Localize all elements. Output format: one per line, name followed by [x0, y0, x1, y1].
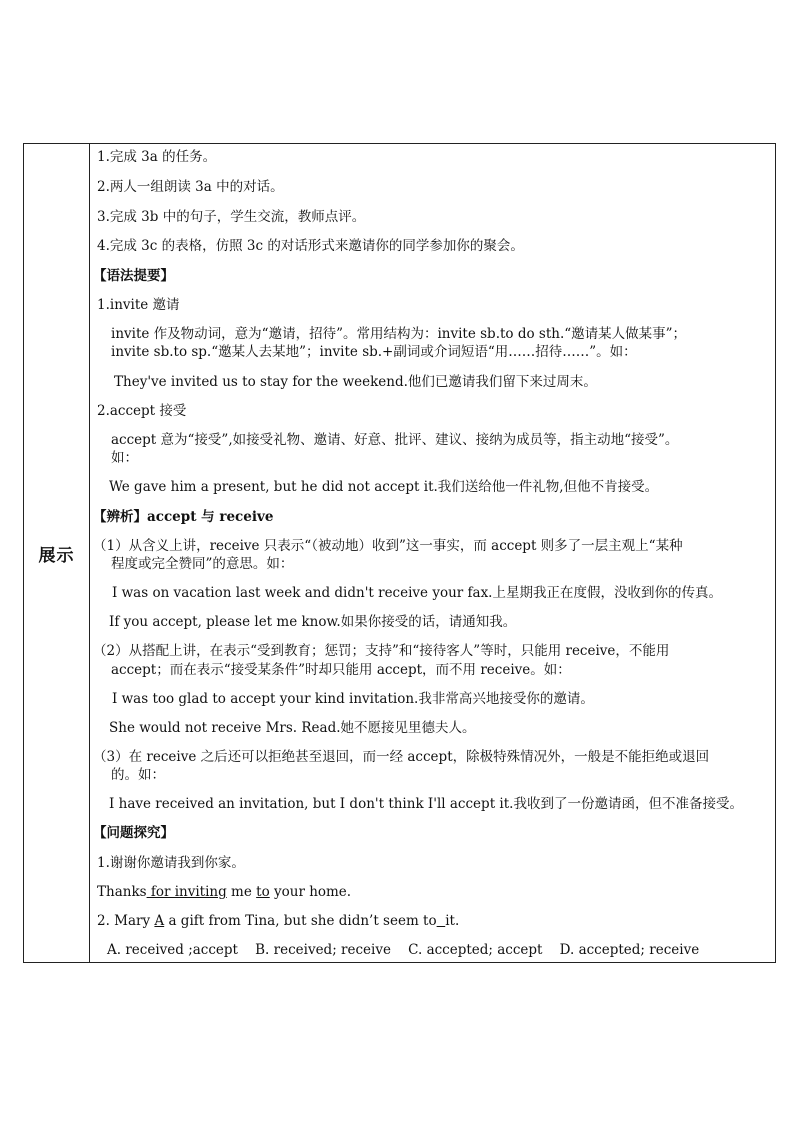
analysis-p2-line2: accept；而在表示“接受某条件”时却只能用 accept，而不用 receive。如： [111, 662, 571, 678]
invite-title: 1.invite 邀请 [97, 297, 180, 313]
section-label-cell [24, 144, 90, 962]
invite-desc-line2: invite sb.to sp.“邀某人去某地”；invite sb.+副词或介词短语“用……招待……”。如： [111, 344, 637, 360]
task-4: 4.完成 3c 的表格，仿照 3c 的对话形式来邀请你的同学参加你的聚会。 [97, 238, 524, 254]
analysis-p3-example: I have received an invitation, but I don't think I'll accept it.我收到了一份邀请函，但不准备接受。 [109, 796, 743, 812]
analysis-p2-example2: She would not receive Mrs. Read.她不愿接见里德夫人。 [109, 720, 476, 736]
analysis-p3-line2: 的。如： [111, 767, 165, 783]
answer-text: Thanks [97, 884, 147, 900]
task-3: 3.完成 3b 中的句子，学生交流，教师点评。 [97, 209, 366, 225]
lesson-table [23, 143, 776, 963]
analysis-p1-example2: If you accept, please let me know.如果你接受的话，请通知我。 [109, 614, 517, 630]
question-blank-1: A [154, 913, 165, 929]
question-text: 2. Mary [97, 913, 155, 929]
accept-example: We gave him a present, but he did not accept it.我们送给他一件礼物,但他不肯接受。 [109, 479, 659, 495]
analysis-p2-example1: I was too glad to accept your kind invitation.我非常高兴地接受你的邀请。 [112, 691, 594, 707]
analysis-p1-line2: 程度或完全赞同”的意思。如： [111, 556, 294, 572]
question-text: it. [445, 913, 460, 929]
invite-example: They've invited us to stay for the weekend.他们已邀请我们留下来过周末。 [114, 374, 597, 390]
analysis-p1-example1: I was on vacation last week and didn't receive your fax.上星期我正在度假，没收到你的传真。 [112, 585, 722, 601]
answer-blank-2: to [256, 884, 270, 900]
question-blank-2 [437, 913, 446, 929]
answer-blank-1: for inviting [146, 884, 227, 900]
analysis-p1-line1: （1）从含义上讲，receive 只表示“（被动地）收到”这一事实，而 accept 则多了一层主观上“某种 [93, 538, 683, 554]
section-label: 展示 [38, 545, 75, 566]
analysis-p3-line1: （3）在 receive 之后还可以拒绝甚至退回，而一经 accept，除极特殊情况外，一般是不能拒绝或退回 [93, 749, 710, 765]
inquiry-q2 [97, 912, 459, 930]
inquiry-q1-answer [97, 883, 351, 901]
answer-text: your home. [269, 884, 352, 900]
task-2: 2.两人一组朗读 3a 中的对话。 [97, 179, 284, 195]
inquiry-heading: 【问题探究】 [93, 825, 174, 841]
analysis-heading: 【辨析】accept 与 receive [93, 509, 274, 525]
content-cell [90, 144, 775, 962]
accept-title: 2.accept 接受 [97, 403, 187, 419]
task-1: 1.完成 3a 的任务。 [97, 149, 217, 165]
inquiry-q1: 1.谢谢你邀请我到你家。 [97, 855, 245, 871]
inquiry-q2-options: A. received ;accept B. received; receive C. accepted; accept D. accepted; receive [107, 942, 700, 958]
answer-text: me [226, 884, 257, 900]
analysis-p2-line1: （2）从搭配上讲，在表示“受到教育；惩罚；支持”和“接待客人”等时，只能用 receive，不能用 [93, 643, 670, 659]
accept-desc-line2: 如： [111, 450, 138, 466]
accept-desc-line1: accept 意为“接受”,如接受礼物、邀请、好意、批评、建议、接纳为成员等，指主动地“接受”。 [111, 432, 679, 448]
invite-desc-line1: invite 作及物动词，意为“邀请，招待”。常用结构为：invite sb.to do sth.“邀请某人做某事”； [111, 326, 687, 342]
grammar-heading: 【语法提要】 [93, 268, 174, 284]
question-text: a gift from Tina, but she didn’t seem to [164, 913, 437, 929]
